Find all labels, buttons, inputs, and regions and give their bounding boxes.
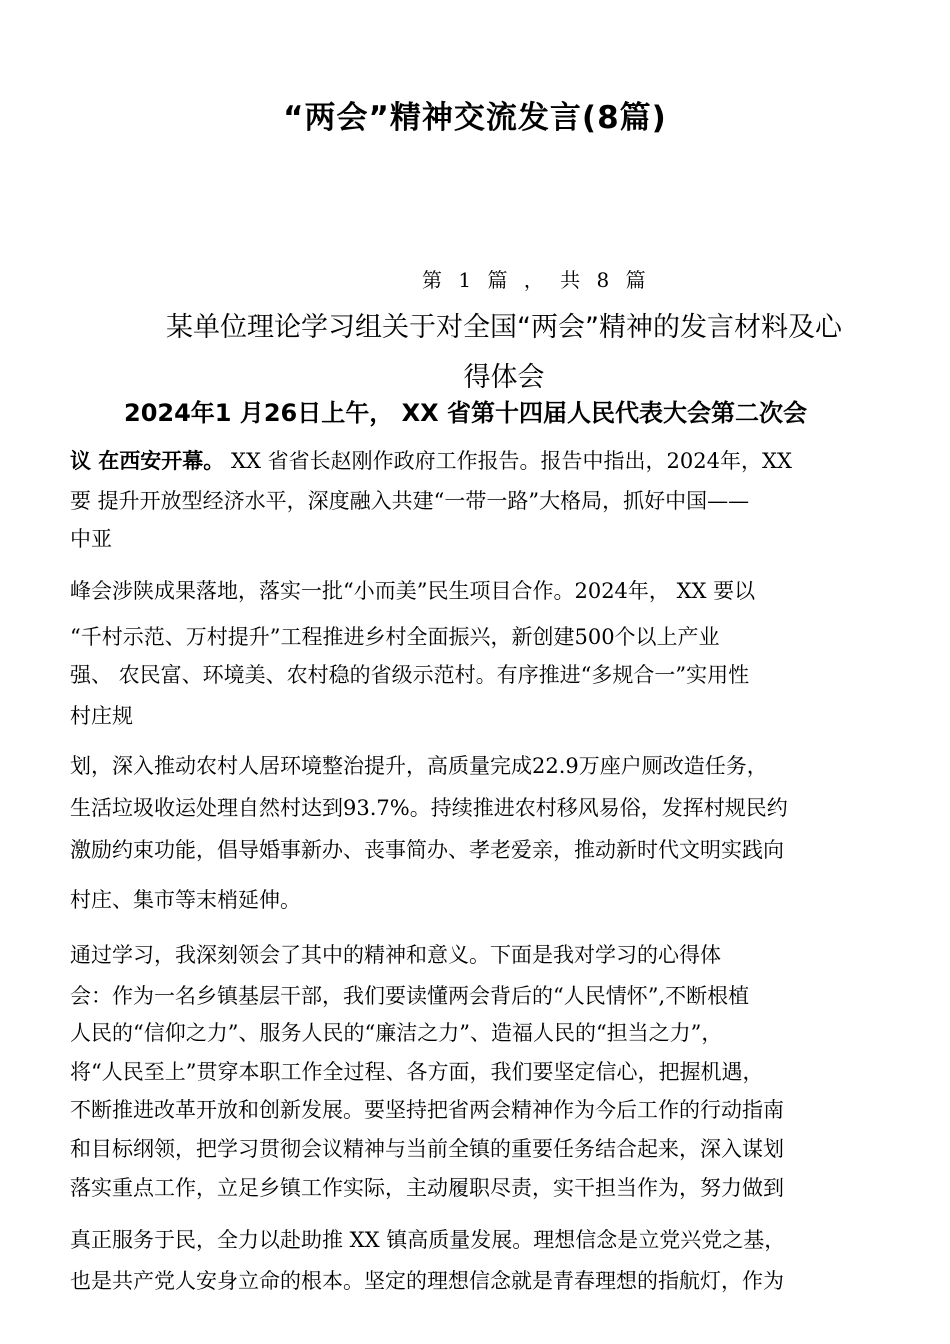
- paragraph-line: 将“人民至上”贯穿本职工作全过程、各方面，我们要坚定信心，把握机遇，: [70, 1060, 764, 1084]
- intro-line-2: [70, 446, 792, 476]
- subtitle-line: 得体会: [463, 362, 545, 393]
- paragraph-line: 峰会涉陕成果落地，落实一批“小而美”民生项目合作。2024年， XX 要以: [70, 579, 756, 603]
- subtitle-line: 某单位理论学习组关于对全国“两会”精神的发言材料及心: [166, 312, 842, 343]
- paragraph-line: 通过学习，我深刻领会了其中的精神和意义。下面是我对学习的心得体: [70, 943, 721, 967]
- paragraph-line: 和目标纲领，把学习贯彻会议精神与当前全镇的重要任务结合起来，深入谋划: [70, 1137, 784, 1161]
- paragraph-line: 强、 农民富、环境美、农村稳的省级示范村。有序推进“多规合一”实用性: [70, 663, 750, 687]
- section-subtitle: [70, 303, 938, 403]
- paragraph-line: 要 提升开放型经济水平，深度融入共建“一带一路”大格局，抓好中国——: [70, 489, 750, 513]
- intro-bold-text: 议 在西安开幕。: [70, 449, 225, 473]
- paragraph-line: 落实重点工作，立足乡镇工作实际，主动履职尽责，实干担当作为，努力做到: [70, 1176, 784, 1200]
- intro-line-1: 2024年1 月26日上午， XX 省第十四届人民代表大会第二次会: [124, 399, 807, 427]
- paragraph-line: 中亚: [70, 527, 112, 551]
- intro-text: XX 省省长赵刚作政府工作报告。报告中指出，2024年，XX: [224, 449, 792, 473]
- paragraph-line: 人民的“信仰之力”、服务人民的“廉洁之力”、造福人民的“担当之力”，: [70, 1021, 723, 1045]
- document-title: “两会”精神交流发言(8篇): [283, 100, 667, 136]
- paragraph-line: 村庄规: [70, 704, 133, 728]
- paragraph-line: 村庄、集市等末梢延伸。: [70, 888, 301, 912]
- paragraph-line: 会：作为一名乡镇基层干部，我们要读懂两会背后的“人民情怀”,不断根植: [70, 984, 750, 1008]
- part-label: 第 1 篇 ， 共 8 篇: [422, 268, 648, 292]
- paragraph-line: 不断推进改革开放和创新发展。要坚持把省两会精神作为今后工作的行动指南: [70, 1098, 784, 1122]
- paragraph-line: 生活垃圾收运处理自然村达到93.7%。持续推进农村移风易俗，发挥村规民约: [70, 796, 788, 820]
- paragraph-line: 激励约束功能，倡导婚事新办、丧事简办、孝老爱亲，推动新时代文明实践向: [70, 838, 784, 862]
- paragraph-line: 划，深入推动农村人居环境整治提升，高质量完成22.9万座户厕改造任务，: [70, 754, 768, 778]
- paragraph-line: “千村示范、万村提升”工程推进乡村全面振兴，新创建500个以上产业: [70, 625, 720, 649]
- paragraph-line: 也是共产党人安身立命的根本。坚定的理想信念就是青春理想的指航灯，作为: [70, 1269, 784, 1293]
- paragraph-line: 真正服务于民，全力以赴助推 XX 镇高质量发展。理想信念是立党兴党之基，: [70, 1228, 786, 1252]
